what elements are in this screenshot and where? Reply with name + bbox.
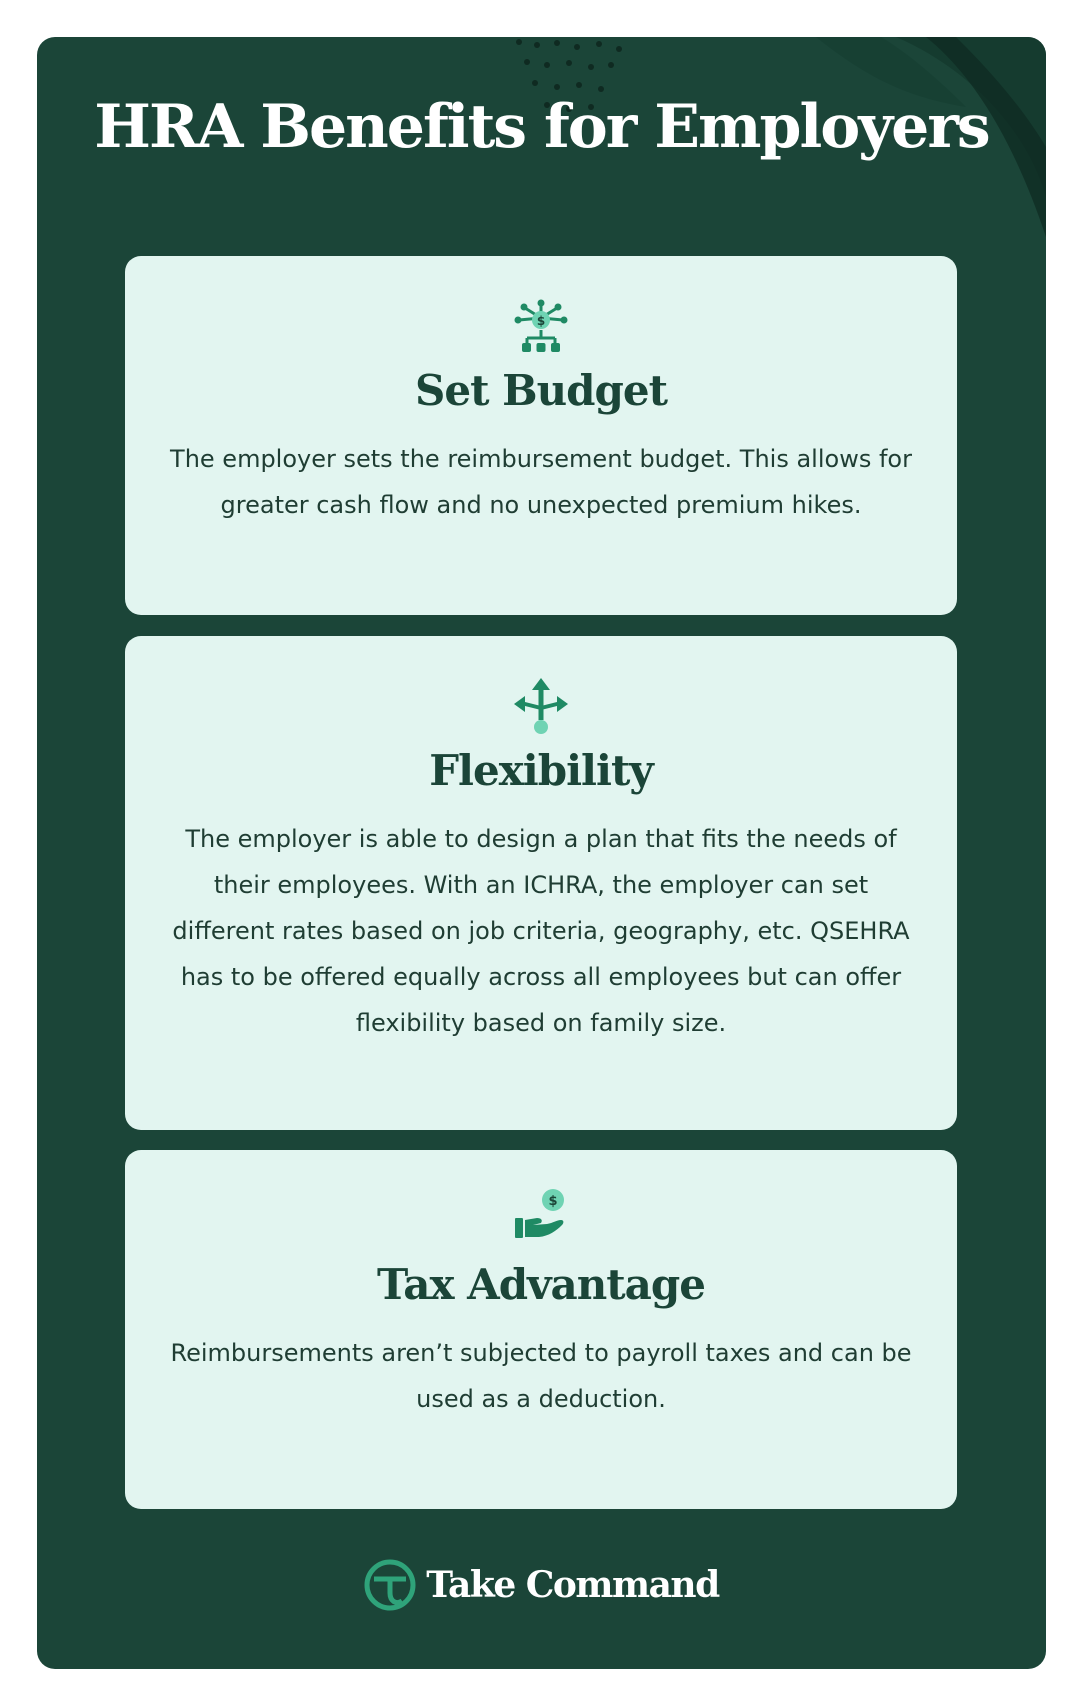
svg-text:$: $: [548, 1194, 558, 1209]
card-body: Reimbursements aren’t subjected to payroll taxes and can be used as a deduction.: [170, 1339, 912, 1413]
take-command-logo-icon: [364, 1559, 416, 1611]
infographic-panel: [37, 37, 1046, 1669]
hand-coin-icon: [511, 1186, 571, 1246]
brand-logo: [37, 1559, 1046, 1611]
card-tax-advantage: [125, 1150, 957, 1509]
card-body: The employer sets the reimbursement budget. This allows for greater cash flow and no unexpected premium hikes.: [170, 445, 912, 519]
card-set-budget: [125, 256, 957, 615]
card-heading: Tax Advantage: [377, 1260, 705, 1309]
card-heading: Set Budget: [415, 366, 667, 415]
page-title: HRA Benefits for Employers: [94, 92, 989, 162]
card-heading: Flexibility: [429, 746, 653, 795]
card-flexibility: [125, 636, 957, 1130]
flexibility-arrows-icon: [511, 676, 571, 736]
svg-text:$: $: [536, 314, 546, 328]
budget-network-icon: [511, 296, 571, 356]
brand-name: Take Command: [426, 1564, 719, 1606]
card-body: The employer is able to design a plan that fits the needs of their employees. With an ICHRA, the employer can set different rates based on job criteria, geography, etc. QSEHRA has to be offered equally across all employees but can offer flexibility based on family size.: [172, 825, 910, 1037]
